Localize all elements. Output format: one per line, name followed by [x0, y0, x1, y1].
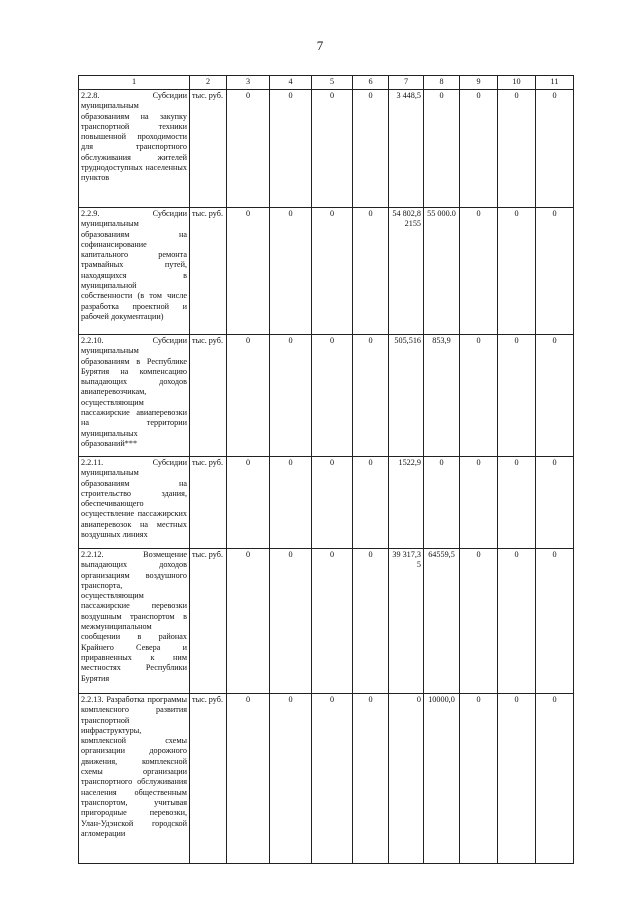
budget-table [78, 75, 574, 864]
value-cell: 0 [270, 335, 312, 457]
column-header: 7 [389, 76, 424, 90]
value-cell: 0 [312, 335, 353, 457]
value-cell: 0 [460, 457, 498, 549]
row-name-cell: 2.2.10. Субсидии муниципальным образованиям в Республике Бурятия на компенсацию выпадающих доходов авиаперевозчикам, осуществляющим пассажирские авиаперевозки на территории муниципальных образований*** [79, 335, 190, 457]
value-cell: 0 [536, 549, 574, 694]
row-name-cell: 2.2.13. Разработка программы комплексного развития транспортной инфраструктуры, комплексной схемы организации дорожного движения, комплексной схемы организации транспортного обслуживания населения общественным транспортом, учитывая пригородные перевозки, Улан-Удэнской городской агломерации [79, 694, 190, 864]
value-cell: 0 [270, 694, 312, 864]
value-cell: 0 [227, 694, 270, 864]
value-cell: 0 [460, 90, 498, 208]
column-header: 4 [270, 76, 312, 90]
value-cell: 505,516 [389, 335, 424, 457]
column-header: 1 [79, 76, 190, 90]
value-cell: 0 [312, 549, 353, 694]
value-cell: 64559,5 [424, 549, 460, 694]
value-cell: 0 [460, 549, 498, 694]
column-header: 9 [460, 76, 498, 90]
value-cell: 0 [353, 90, 389, 208]
value-cell: 0 [460, 694, 498, 864]
value-cell: 55 000.0 [424, 208, 460, 335]
value-cell: 0 [312, 208, 353, 335]
column-header: 11 [536, 76, 574, 90]
value-cell: 0 [353, 457, 389, 549]
value-cell: 0 [353, 335, 389, 457]
value-cell: 0 [227, 208, 270, 335]
row-name-cell: 2.2.9. Субсидии муниципальным образованиям на софинансирование капитального ремонта трамвайных путей, находящихся в муниципальной собственности (в том числе разработка проектной и рабочей документации) [79, 208, 190, 335]
value-cell: 0 [270, 208, 312, 335]
value-cell: 0 [498, 457, 536, 549]
column-header: 2 [190, 76, 227, 90]
value-cell: 0 [536, 335, 574, 457]
table-row [79, 549, 574, 694]
value-cell: 0 [498, 694, 536, 864]
value-cell: 54 802,82155 [389, 208, 424, 335]
value-cell: 1522,9 [389, 457, 424, 549]
value-cell: 0 [270, 457, 312, 549]
table-row [79, 457, 574, 549]
column-header: 6 [353, 76, 389, 90]
value-cell: 0 [536, 694, 574, 864]
unit-cell: тыс. руб. [190, 208, 227, 335]
unit-cell: тыс. руб. [190, 335, 227, 457]
value-cell: 10000,0 [424, 694, 460, 864]
value-cell: 0 [536, 90, 574, 208]
value-cell: 0 [389, 694, 424, 864]
value-cell: 39 317,35 [389, 549, 424, 694]
row-name-cell: 2.2.8. Субсидии муниципальным образованиям на закупку транспортной техники повышенной проходимости для транспортного обслуживания жителей труднодоступных населенных пунктов [79, 90, 190, 208]
unit-cell: тыс. руб. [190, 457, 227, 549]
table-row [79, 335, 574, 457]
row-name-cell: 2.2.12. Возмещение выпадающих доходов организациям воздушного транспорта, осуществляющим пассажирские перевозки воздушным транспортом в межмуниципальном сообщении в районах Крайнего Севера и приравненных к ним местностях Республики Бурятия [79, 549, 190, 694]
value-cell: 0 [353, 694, 389, 864]
value-cell: 0 [498, 549, 536, 694]
value-cell: 0 [498, 335, 536, 457]
unit-cell: тыс. руб. [190, 694, 227, 864]
table-row [79, 90, 574, 208]
column-header: 5 [312, 76, 353, 90]
table-row [79, 694, 574, 864]
value-cell: 0 [227, 335, 270, 457]
page-number: 7 [316, 38, 324, 53]
value-cell: 0 [498, 90, 536, 208]
value-cell: 0 [424, 457, 460, 549]
column-header: 3 [227, 76, 270, 90]
value-cell: 0 [270, 90, 312, 208]
value-cell: 0 [353, 549, 389, 694]
value-cell: 0 [312, 457, 353, 549]
value-cell: 0 [424, 90, 460, 208]
value-cell: 0 [460, 208, 498, 335]
column-header: 8 [424, 76, 460, 90]
value-cell: 0 [227, 457, 270, 549]
value-cell: 0 [227, 90, 270, 208]
header-row [79, 76, 574, 90]
value-cell: 853,9 [424, 335, 460, 457]
value-cell: 0 [498, 208, 536, 335]
value-cell: 0 [460, 335, 498, 457]
value-cell: 0 [353, 208, 389, 335]
value-cell: 0 [312, 90, 353, 208]
value-cell: 0 [270, 549, 312, 694]
value-cell: 0 [312, 694, 353, 864]
table-row [79, 208, 574, 335]
unit-cell: тыс. руб. [190, 549, 227, 694]
value-cell: 0 [536, 457, 574, 549]
value-cell: 3 448,5 [389, 90, 424, 208]
unit-cell: тыс. руб. [190, 90, 227, 208]
value-cell: 0 [227, 549, 270, 694]
value-cell: 0 [536, 208, 574, 335]
column-header: 10 [498, 76, 536, 90]
row-name-cell: 2.2.11. Субсидии муниципальным образованиям на строительство здания, обеспечивающего осуществление пассажирских авиаперевозок на местных воздушных линиях [79, 457, 190, 549]
